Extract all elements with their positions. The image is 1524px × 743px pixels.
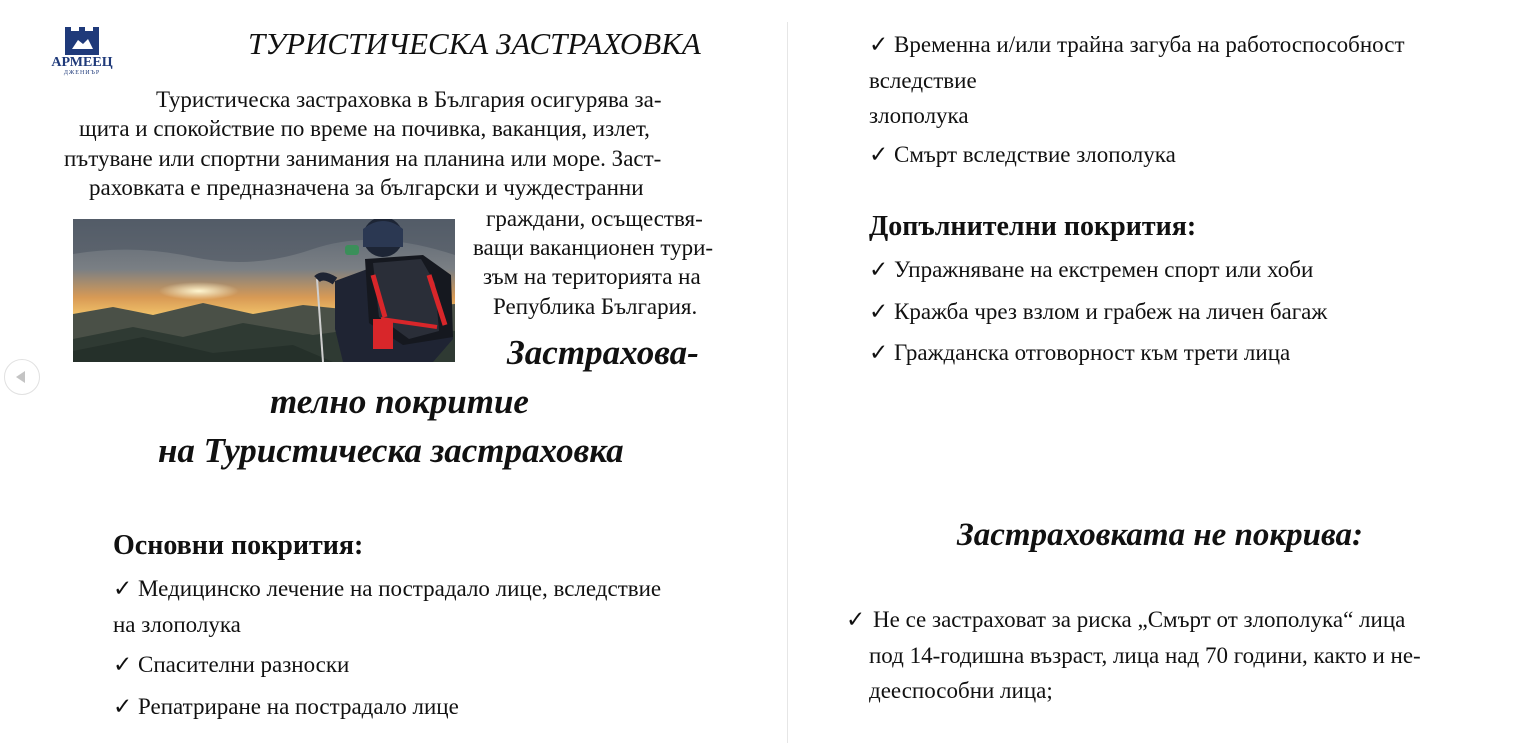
- page-divider: [787, 22, 788, 743]
- coverage-heading-line-2: телно покритие: [270, 382, 529, 421]
- page-title: ТУРИСТИЧЕСКА ЗАСТРАХОВКА: [248, 26, 701, 61]
- additional-coverage-item: ✓ Кражба чрез взлом и грабеж на личен багаж: [869, 299, 1328, 324]
- exclusions-line-3: дееспособни лица;: [869, 678, 1053, 703]
- intro-line-7: зъм на територията на: [483, 264, 701, 289]
- coverage-item: злополука: [869, 103, 969, 128]
- intro-line-1: Туристическа застраховка в България осигурява за-: [156, 87, 662, 112]
- intro-line-6: ващи ваканционен тури-: [473, 235, 714, 260]
- hiker-sunset-photo: [73, 219, 455, 362]
- exclusions-line-2: под 14-годишна възраст, лица над 70 години, както и не-: [869, 643, 1421, 668]
- additional-coverage-item: ✓ Упражняване на екстремен спорт или хоби: [869, 257, 1314, 282]
- arrow-left-icon: [16, 371, 25, 383]
- coverage-item: ✓ Временна и/или трайна загуба на работоспособност: [869, 32, 1405, 57]
- basic-coverage-item: ✓ Медицинско лечение на пострадало лице, вследствие: [113, 576, 662, 601]
- intro-line-4: раховката е предназначена за български и чуждестранни: [89, 175, 644, 200]
- basic-coverage-item: ✓ Репатриране на пострадало лице: [113, 694, 459, 719]
- intro-line-2: щита и спокойствие по време на почивка, ваканция, излет,: [79, 116, 650, 141]
- intro-line-8: Република България.: [493, 294, 698, 319]
- castle-icon: [48, 27, 118, 57]
- armeec-logo: [48, 27, 118, 79]
- basic-coverage-item: ✓ Спасителни разноски: [113, 652, 350, 677]
- coverage-item: вследствие: [869, 68, 977, 93]
- coverage-heading-line-3: на Туристическа застраховка: [158, 431, 624, 470]
- basic-coverage-item: на злополука: [113, 612, 241, 637]
- exclusions-check-icon: ✓: [846, 607, 866, 632]
- intro-line-5: граждани, осъществя-: [486, 206, 703, 231]
- basic-coverage-heading: Основни покрития:: [113, 530, 364, 561]
- coverage-item: ✓ Смърт вследствие злополука: [869, 142, 1176, 167]
- exclusions-heading: Застраховката не покрива:: [957, 517, 1364, 553]
- logo-wordmark: АРМЕЕЦ: [51, 55, 113, 70]
- previous-page-button[interactable]: [4, 359, 40, 395]
- intro-line-3: пътуване или спортни занимания на планина или море. Заст-: [64, 146, 662, 171]
- coverage-heading-line-1: Застрахова-: [507, 333, 699, 372]
- logo-tagline: ДЖЕНИЪР: [63, 70, 101, 76]
- additional-coverage-item: ✓ Гражданска отговорност към трети лица: [869, 340, 1291, 365]
- additional-coverage-heading: Допълнителни покрития:: [869, 211, 1197, 242]
- exclusions-line-1: Не се застраховат за риска „Смърт от злополука“ лица: [873, 607, 1406, 632]
